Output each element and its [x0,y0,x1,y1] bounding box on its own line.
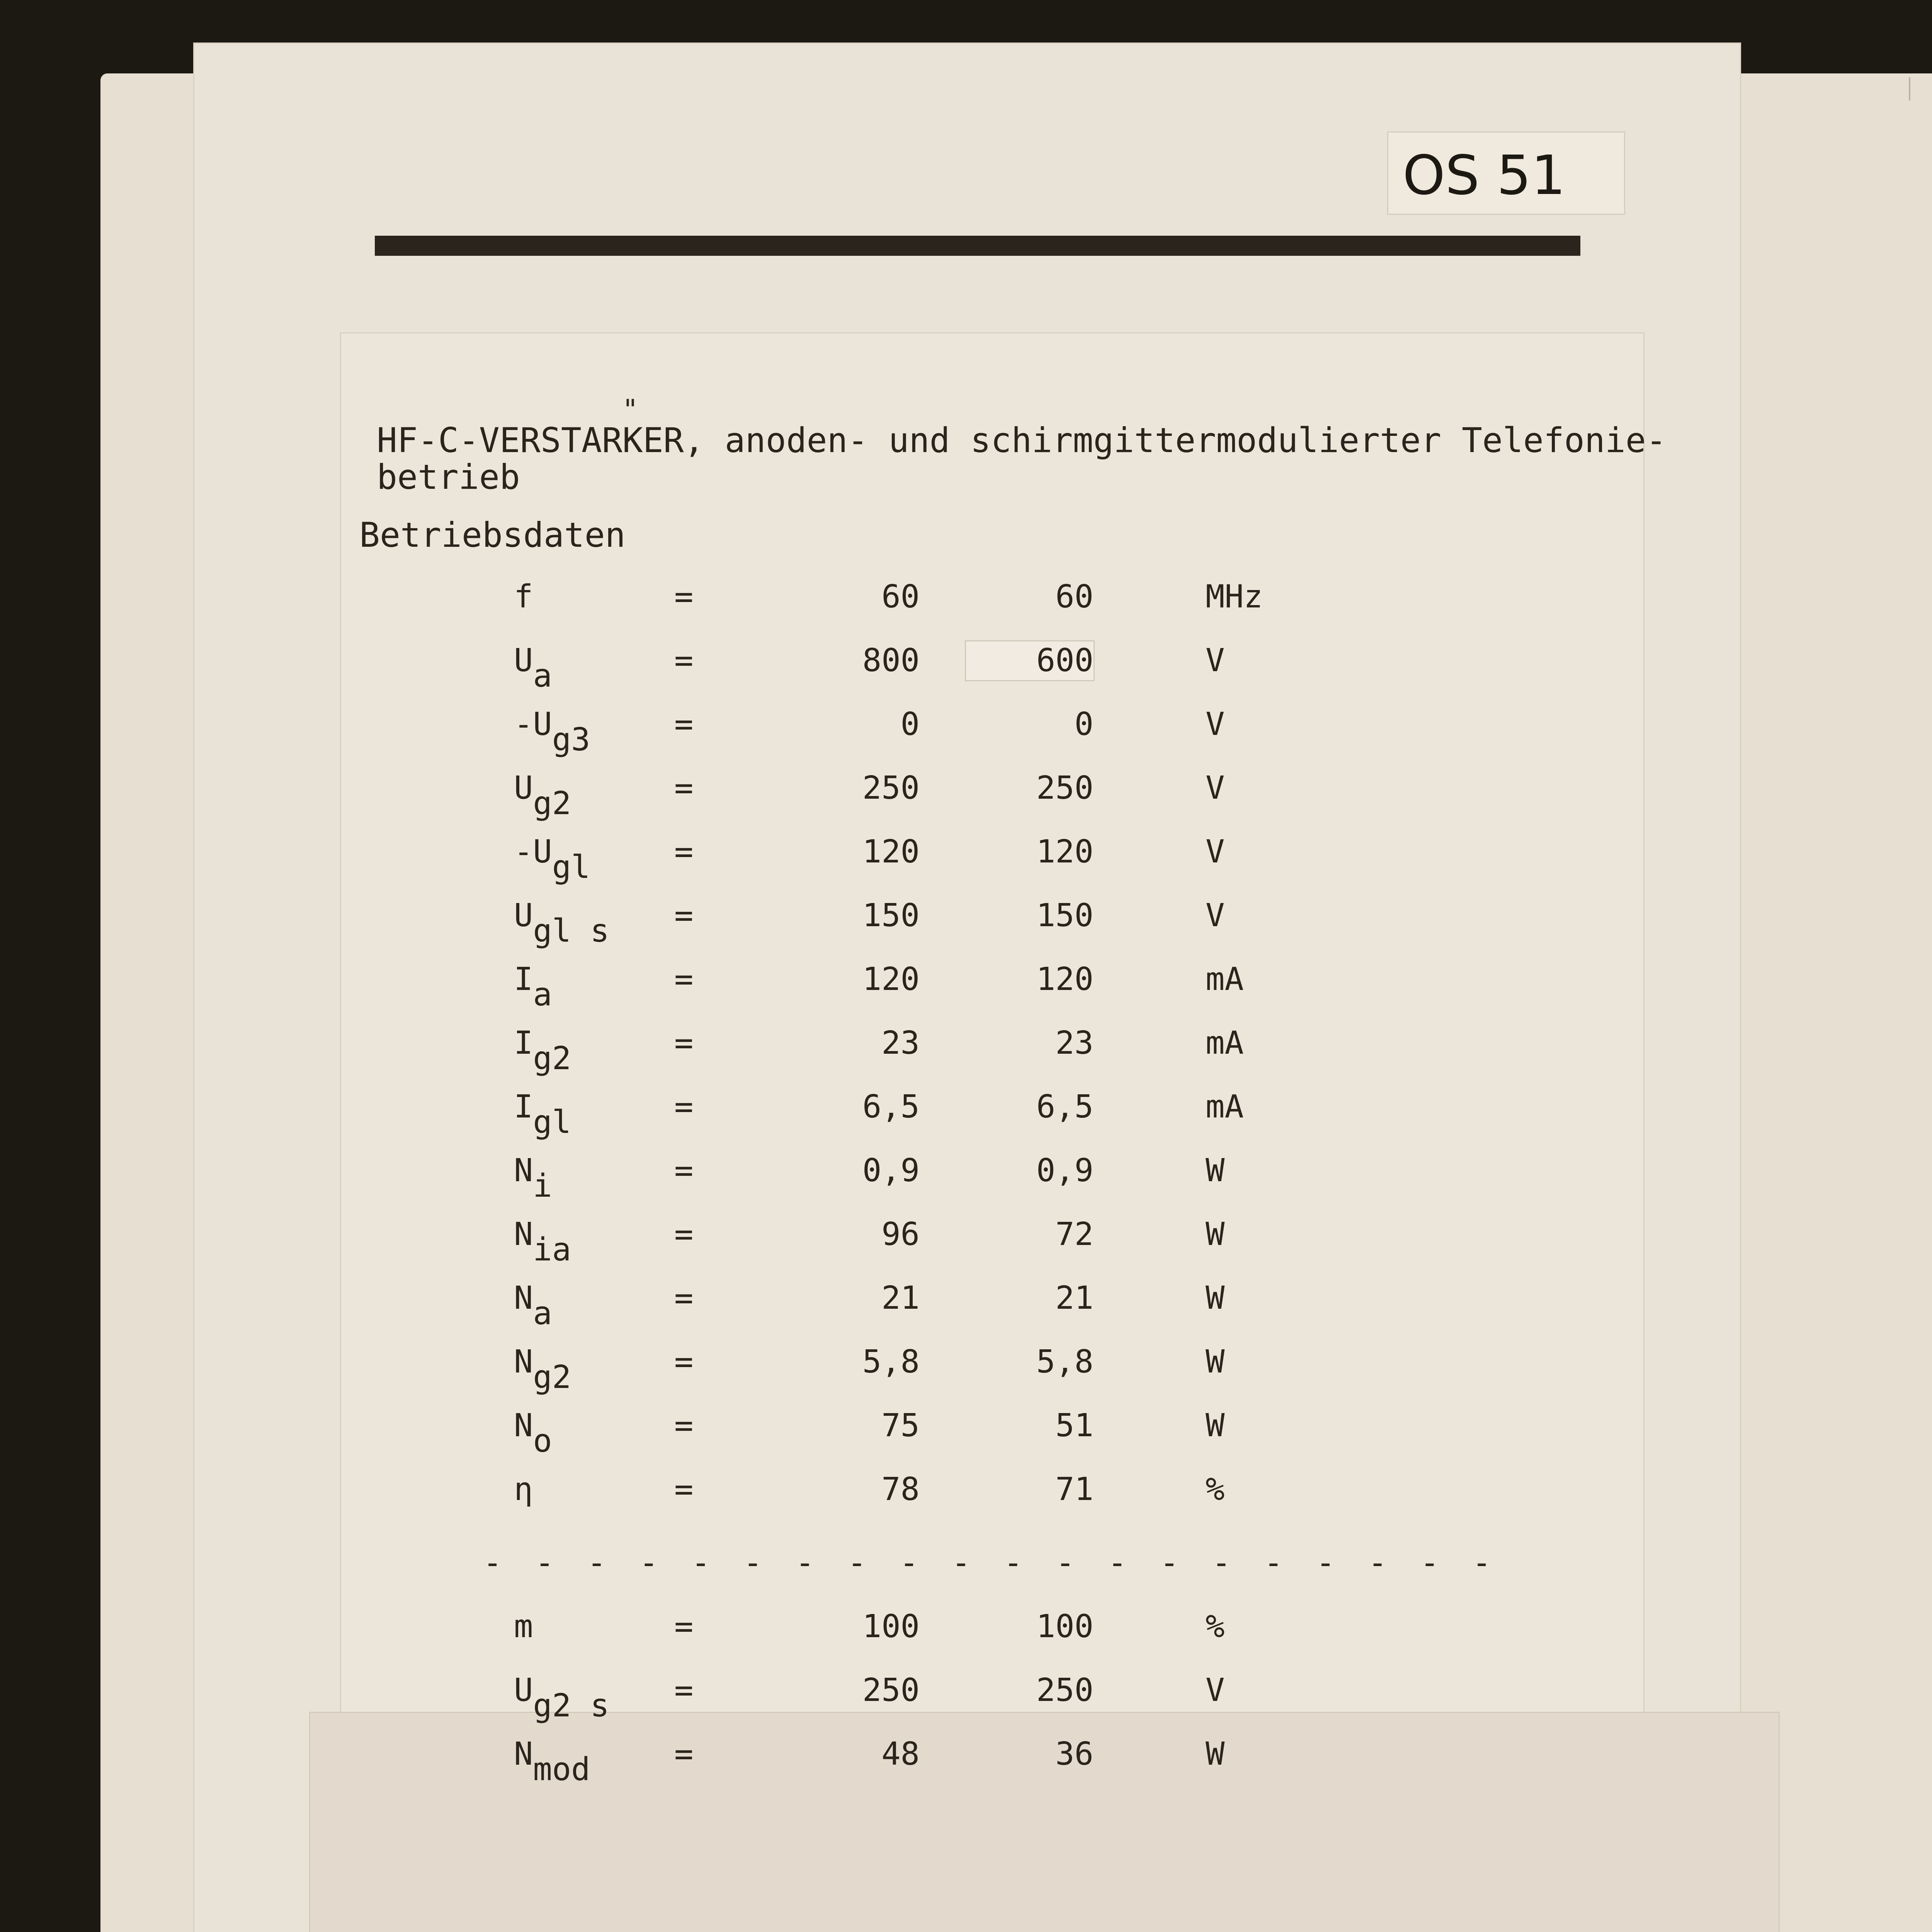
value-column-1: 75 [881,1407,920,1444]
equals-sign: = [674,578,694,615]
parameter-symbol: $N_{ia}$ [514,1216,571,1268]
section-heading-line-1: HF-C-VERSTARKER, anoden- und schirmgittermodulierter Telefonie- [377,420,1667,460]
table-row [0,1024,1932,1090]
parameter-symbol: $I_{g2}$ [514,1025,571,1077]
equals-sign: = [674,706,694,743]
unit: W [1206,1152,1225,1189]
value-column-1: 23 [881,1025,920,1061]
value-column-2: 6,5 [1036,1088,1094,1125]
parameter-symbol: f [514,578,533,615]
unit: V [1206,833,1225,870]
equals-sign: = [674,1216,694,1253]
value-column-2: 250 [1036,770,1094,806]
value-column-1: 120 [862,833,920,870]
equals-sign: = [674,1407,694,1444]
value-column-1: 150 [862,897,920,934]
parameter-symbol: $U_{g2 s}$ [514,1672,609,1724]
value-column-2: 36 [1055,1736,1094,1772]
value-column-2: 100 [1036,1608,1094,1645]
parameter-symbol: $U_{gl s}$ [514,897,609,949]
table-row [0,1151,1932,1217]
table-row [0,1088,1932,1153]
value-column-2: 51 [1055,1407,1094,1444]
table-row [0,1279,1932,1345]
value-column-2: 0,9 [1036,1152,1094,1189]
unit: W [1206,1280,1225,1316]
parameter-symbol: $N_o$ [514,1407,552,1459]
umlaut-mark: " [622,394,639,425]
parameter-symbol: $U_a$ [514,642,552,694]
parameter-symbol: $N_{mod}$ [514,1736,590,1788]
document-code: OS 51 [1403,144,1566,207]
value-column-2: 71 [1055,1471,1094,1508]
value-column-2: 0 [1074,706,1094,743]
table-row [0,1215,1932,1281]
value-column-2: 21 [1055,1280,1094,1316]
value-column-2: 250 [1036,1672,1094,1709]
equals-sign: = [674,1344,694,1380]
parameter-symbol: $N_{g2}$ [514,1344,571,1396]
unit: W [1206,1736,1225,1772]
value-column-1: 120 [862,961,920,998]
top-rule [375,236,1580,256]
value-column-1: 48 [881,1736,920,1772]
unit: V [1206,642,1225,679]
value-column-2: 5,8 [1036,1344,1094,1380]
table-row [0,960,1932,1026]
equals-sign: = [674,833,694,870]
equals-sign: = [674,1088,694,1125]
parameter-symbol: $I_a$ [514,961,552,1013]
value-column-1: 60 [881,578,920,615]
table-row [0,1470,1932,1536]
value-column-2: 23 [1055,1025,1094,1061]
value-column-1: 0,9 [862,1152,920,1189]
equals-sign: = [674,1736,694,1772]
parameter-symbol: $-U_{g3}$ [514,706,590,758]
table-row [0,1607,1932,1673]
unit: % [1206,1608,1225,1645]
dashed-divider: - - - - - - - - - - - - - - - - - - - - [483,1544,1498,1581]
section-heading-line-2: betrieb [377,457,520,497]
value-column-1: 5,8 [862,1344,920,1380]
equals-sign: = [674,1672,694,1709]
unit: W [1206,1407,1225,1444]
table-row [0,1406,1932,1472]
parameter-symbol: $-U_{gl}$ [514,833,590,886]
value-column-2: 60 [1055,578,1094,615]
value-column-1: 100 [862,1608,920,1645]
unit: mA [1206,961,1244,998]
equals-sign: = [674,1025,694,1061]
equals-sign: = [674,1280,694,1316]
value-column-2: 600 [966,641,1094,680]
equals-sign: = [674,897,694,934]
unit: V [1206,706,1225,743]
parameter-symbol: $N_i$ [514,1152,552,1204]
table-row [0,641,1932,707]
value-column-2: 72 [1055,1216,1094,1253]
parameter-symbol: $I_{gl}$ [514,1088,571,1141]
table-row [0,833,1932,898]
equals-sign: = [674,1471,694,1508]
value-column-1: 250 [862,770,920,806]
parameter-symbol: η [514,1471,533,1508]
value-column-2: 150 [1036,897,1094,934]
unit: V [1206,770,1225,806]
crop-mark-top-right [1886,77,1910,100]
value-column-2: 120 [1036,961,1094,998]
value-column-1: 78 [881,1471,920,1508]
unit: V [1206,1672,1225,1709]
value-column-1: 800 [862,642,920,679]
table-row [0,578,1932,643]
parameter-symbol: m [514,1608,533,1645]
equals-sign: = [674,961,694,998]
unit: W [1206,1216,1225,1253]
table-row [0,1671,1932,1737]
value-column-1: 0 [900,706,920,743]
equals-sign: = [674,1608,694,1645]
value-column-1: 21 [881,1280,920,1316]
table-row [0,769,1932,835]
table-row [0,1735,1932,1801]
table-row [0,896,1932,962]
equals-sign: = [674,1152,694,1189]
value-column-1: 96 [881,1216,920,1253]
unit: V [1206,897,1225,934]
operating-data-label: Betriebsdaten [359,515,626,555]
parameter-symbol: $U_{g2}$ [514,770,571,822]
value-column-1: 6,5 [862,1088,920,1125]
value-column-2: 120 [1036,833,1094,870]
equals-sign: = [674,642,694,679]
table-row [0,1343,1932,1408]
unit: mA [1206,1088,1244,1125]
equals-sign: = [674,770,694,806]
table-row [0,705,1932,771]
parameter-symbol: $N_a$ [514,1280,552,1332]
unit: MHz [1206,578,1263,615]
unit: % [1206,1471,1225,1508]
unit: W [1206,1344,1225,1380]
value-column-1: 250 [862,1672,920,1709]
unit: mA [1206,1025,1244,1061]
